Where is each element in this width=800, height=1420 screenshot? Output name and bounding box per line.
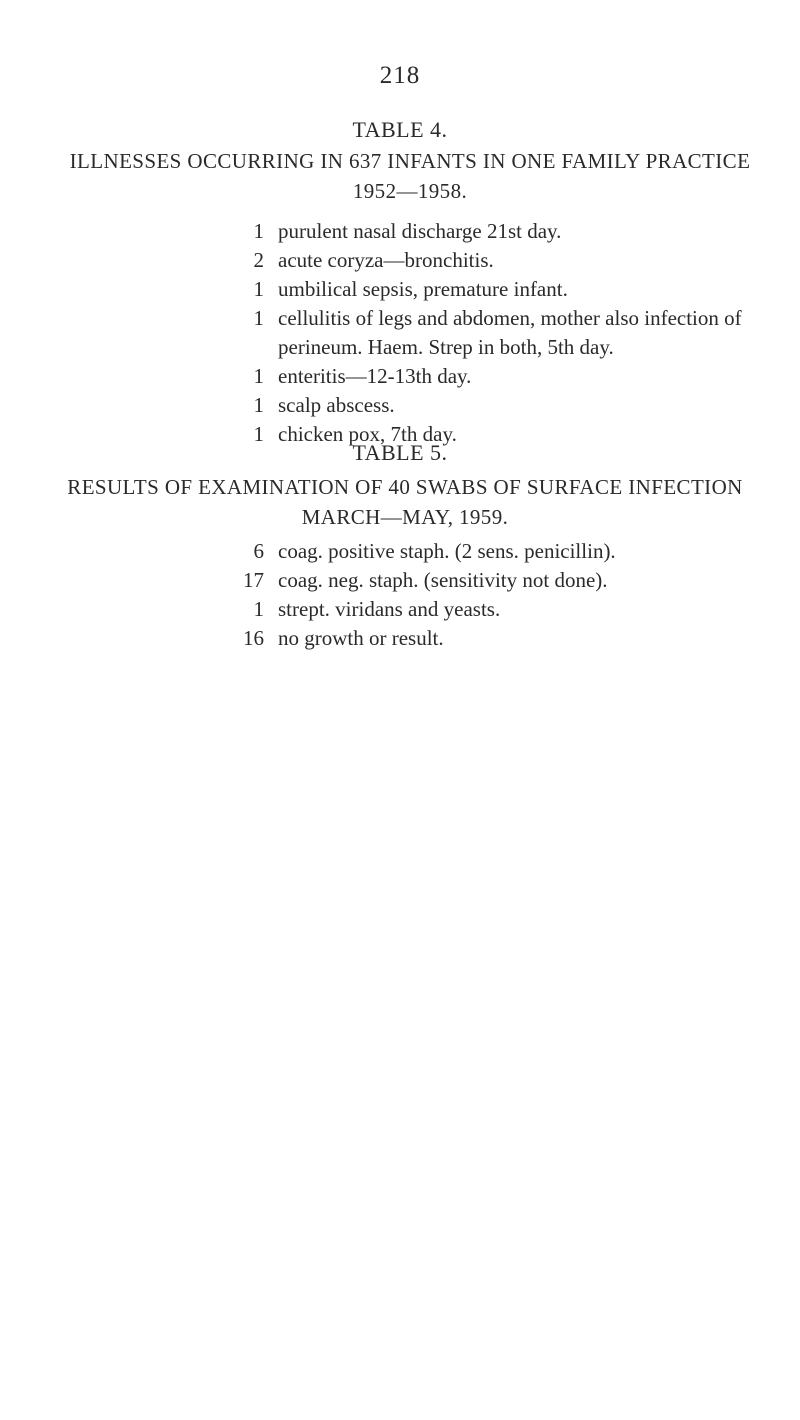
row-count: 1: [253, 219, 264, 243]
table-4-row: [228, 304, 768, 362]
table-5-list: [228, 537, 768, 653]
table-4-heading: TABLE 4.: [352, 117, 448, 142]
table-4-row: [228, 362, 768, 391]
row-count: 2: [253, 248, 264, 272]
row-description: scalp abscess.: [278, 393, 395, 417]
table-5-row: [228, 624, 768, 653]
row-description: coag. neg. staph. (sensitivity not done).: [278, 568, 608, 592]
row-count: 1: [253, 422, 264, 446]
row-description: chicken pox, 7th day.: [278, 422, 457, 446]
row-description: enteritis—12-13th day.: [278, 364, 472, 388]
row-description: no growth or result.: [278, 626, 444, 650]
table-4-row: [228, 391, 768, 420]
row-count: 16: [243, 626, 264, 650]
table-5-caption: RESULTS OF EXAMINATION OF 40 SWABS OF SURFACE INFECTION MARCH—MAY, 1959.: [67, 475, 743, 529]
row-count: 1: [253, 597, 264, 621]
table-5-row: [228, 566, 768, 595]
row-count: 1: [253, 393, 264, 417]
row-description: coag. positive staph. (2 sens. penicillin).: [278, 539, 616, 563]
table-5-row: [228, 595, 768, 624]
table-4-row: [228, 275, 768, 304]
row-count: 1: [253, 306, 264, 330]
table-4-row: [228, 246, 768, 275]
row-description: purulent nasal discharge 21st day.: [278, 219, 562, 243]
table-5-row: [228, 537, 768, 566]
page-number: 218: [379, 62, 421, 89]
table-4-row: [228, 217, 768, 246]
table-4-list: [228, 217, 768, 449]
row-description: acute coryza—bronchitis.: [278, 248, 494, 272]
table-5-heading: TABLE 5.: [352, 440, 448, 465]
row-count: 1: [253, 277, 264, 301]
row-count: 1: [253, 364, 264, 388]
row-description: umbilical sepsis, premature infant.: [278, 277, 568, 301]
table-4-caption: ILLNESSES OCCURRING IN 637 INFANTS IN ONE FAMILY PRACTICE 1952—1958.: [69, 149, 751, 203]
row-count: 17: [243, 568, 264, 592]
row-description: cellulitis of legs and abdomen, mother also infection of perineum. Haem. Strep in both, 5th day.: [278, 306, 742, 359]
row-description: strept. viridans and yeasts.: [278, 597, 501, 621]
row-count: 6: [253, 539, 264, 563]
